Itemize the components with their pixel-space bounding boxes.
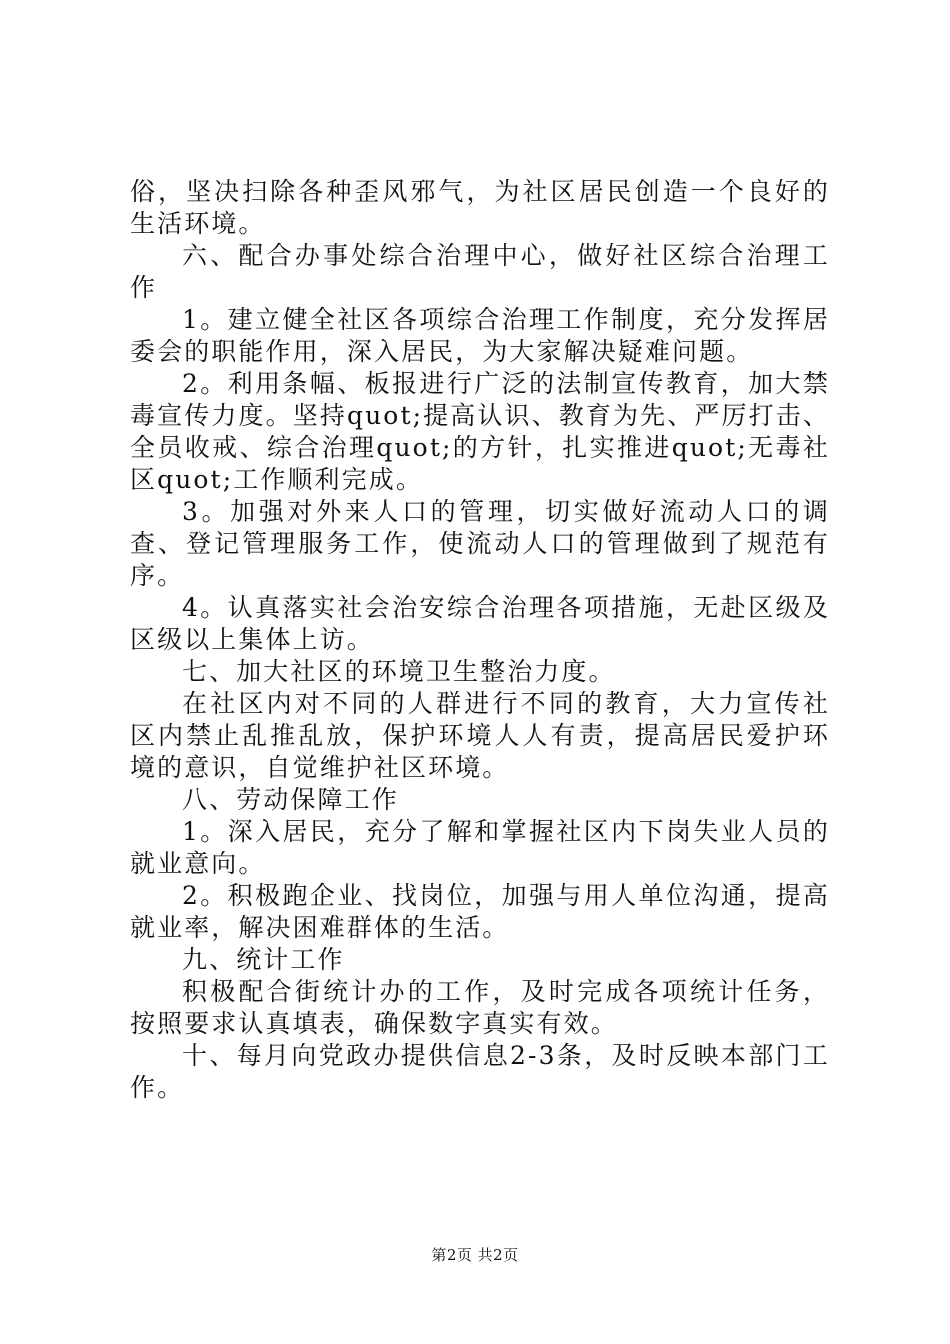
paragraph: 积极配合街统计办的工作，及时完成各项统计任务，按照要求认真填表，确保数字真实有效。 bbox=[130, 977, 830, 1038]
list-item: 1。建立健全社区各项综合治理工作制度，充分发挥居委会的职能作用，深入居民，为大家解决疑难问题。 bbox=[130, 305, 830, 366]
list-item: 1。深入居民，充分了解和掌握社区内下岗失业人员的就业意向。 bbox=[130, 817, 830, 878]
page-footer bbox=[0, 1244, 950, 1265]
document-body bbox=[130, 176, 830, 1104]
paragraph: 在社区内对不同的人群进行不同的教育，大力宣传社区内禁止乱推乱放，保护环境人人有责，提高居民爱护环境的意识，自觉维护社区环境。 bbox=[130, 689, 830, 782]
page-number-label: 第2页 共2页 bbox=[431, 1246, 519, 1264]
section-heading: 七、加大社区的环境卫生整治力度。 bbox=[182, 657, 616, 686]
list-item: 2。利用条幅、板报进行广泛的法制宣传教育，加大禁毒宣传力度。坚持quot;提高认识、教育为先、严厉打击、全员收戒、综合治理quot;的方针，扎实推进quot;无毒社区quot;工作顺利完成。 bbox=[130, 369, 830, 494]
section-heading: 九、统计工作 bbox=[182, 945, 345, 974]
list-item: 4。认真落实社会治安综合治理各项措施，无赴区级及区级以上集体上访。 bbox=[130, 593, 830, 654]
list-item: 2。积极跑企业、找岗位，加强与用人单位沟通，提高就业率，解决困难群体的生活。 bbox=[130, 881, 830, 942]
list-item: 3。加强对外来人口的管理，切实做好流动人口的调查、登记管理服务工作，使流动人口的管理做到了规范有序。 bbox=[130, 497, 830, 590]
section-heading: 六、配合办事处综合治理中心，做好社区综合治理工作 bbox=[130, 241, 830, 302]
section-heading: 十、每月向党政办提供信息2-3条，及时反映本部门工作。 bbox=[130, 1041, 830, 1102]
section-heading: 八、劳动保障工作 bbox=[182, 785, 399, 814]
paragraph: 俗，坚决扫除各种歪风邪气，为社区居民创造一个良好的生活环境。 bbox=[130, 177, 830, 238]
